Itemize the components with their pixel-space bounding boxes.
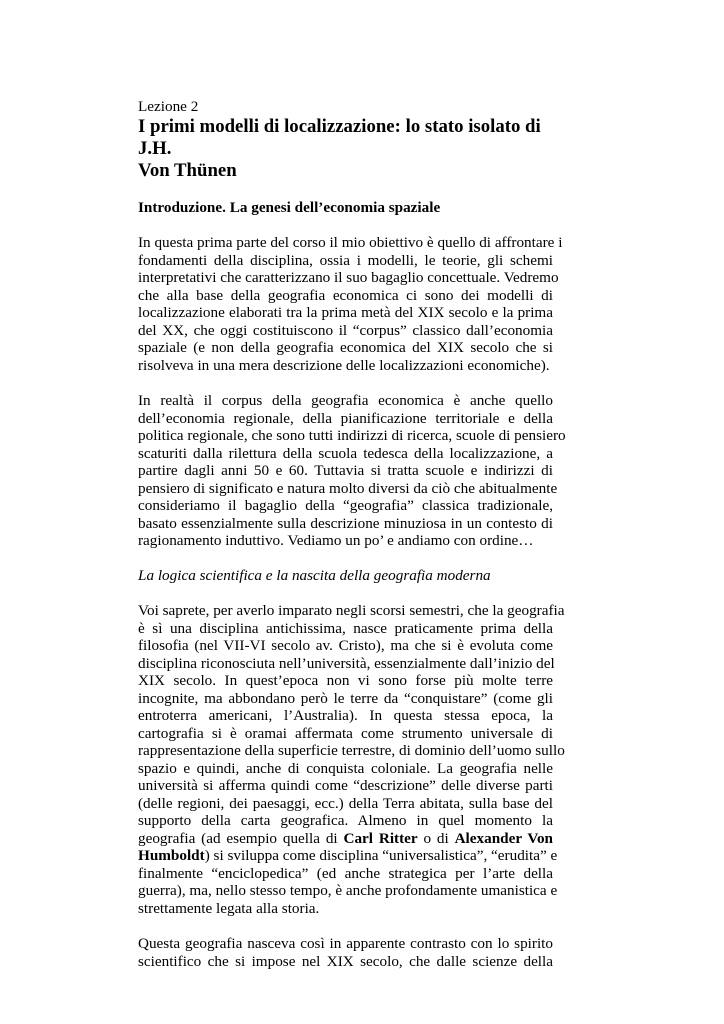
- text-line: è sì una disciplina antichissima, nasce praticamente prima della: [138, 619, 553, 637]
- document-page: [138, 98, 566, 970]
- text-line: spaziale (e non della geografia economica del XIX secolo che si: [138, 339, 553, 356]
- text-line: XIX secolo. In quest’epoca non vi sono forse più molte terre: [138, 672, 553, 689]
- lesson-label: Lezione 2: [138, 98, 199, 115]
- text-line: strettamente legata alla storia.: [138, 899, 320, 917]
- text-line: che alla base della geografia economica ci sono dei modelli di: [138, 286, 553, 304]
- text-line: Voi saprete, per averlo imparato negli scorsi semestri, che la geografia: [138, 602, 565, 619]
- text-line: rappresentazione della superficie terrestre, di dominio dell’uomo sullo: [138, 742, 565, 759]
- text-line: dell’economia regionale, della pianificazione territoriale e della: [138, 409, 553, 427]
- text-line: scientifico che si impose nel XIX secolo, che dalle scienze della: [138, 952, 553, 970]
- text-line: consideriamo il bagaglio della “geografia” classica tradizionale,: [138, 497, 553, 514]
- text-line: scaturiti dalla rilettura della scuola tedesca della localizzazione, a: [138, 444, 553, 462]
- text-line: entroterra americani, l’Australia). In questa stessa epoca, la: [138, 707, 553, 724]
- section-2-paragraph-2: [138, 935, 553, 970]
- text-line: (delle regioni, dei paesaggi, ecc.) della Terra abitata, sulla base del: [138, 794, 553, 812]
- text-line: cartografia si è oramai affermata come strumento universale di: [138, 724, 553, 742]
- text-line: fondamenti della disciplina, ossia i modelli, le teorie, gli schemi: [138, 251, 553, 269]
- text-line-humboldt: [138, 847, 558, 865]
- intro-paragraph-1: [138, 234, 563, 374]
- page-title: [138, 116, 553, 182]
- text-line: finalmente “enciclopedica” (ed anche strategica per l’arte della: [138, 864, 553, 882]
- section-2-paragraph-1: [138, 602, 565, 917]
- text-line: risolveva in una mera descrizione delle localizzazioni economiche).: [138, 356, 550, 374]
- text-line: In realtà il corpus della geografia economica è anche quello: [138, 392, 553, 409]
- title-line-1: I primi modelli di localizzazione: lo stato isolato di J.H.: [138, 115, 541, 159]
- text-fragment: geografia (ad esempio quella di: [138, 829, 338, 847]
- text-line: Questa geografia nasceva così in apparente contrasto con lo spirito: [138, 935, 553, 952]
- intro-paragraph-2: [138, 392, 566, 550]
- text-line: In questa prima parte del corso il mio obiettivo è quello di affrontare i: [138, 234, 563, 251]
- text-line: partire dagli anni 50 e 60. Tuttavia si tratta scuole e indirizzi di: [138, 462, 553, 479]
- name-alexander-von: Alexander Von: [454, 829, 553, 847]
- text-line: incognite, ma abbondano però le terre da “conquistare” (come gli: [138, 689, 553, 707]
- text-line: interpretativi che caratterizzano il suo bagaglio concettuale. Vedremo: [138, 269, 559, 286]
- text-line: supporto della carta geografica. Almeno in quel momento la: [138, 812, 553, 829]
- text-line: pensiero di significato e natura molto diversi da ciò che abitualmente: [138, 479, 558, 497]
- text-line: basato essenzialmente sulla descrizione minuziosa in un contesto di: [138, 514, 553, 532]
- text-line: spazio e quindi, anche di conquista coloniale. La geografia nelle: [138, 759, 553, 777]
- text-line-ritter: [138, 830, 553, 848]
- text-line: filosofia (nel VII-VI secolo av. Cristo), ma che si è evoluta come: [138, 637, 553, 654]
- text-fragment: o di: [423, 829, 449, 847]
- name-humboldt: Humboldt: [138, 847, 205, 864]
- section-2-heading: La logica scientifica e la nascita della geografia moderna: [138, 566, 491, 584]
- text-line: politica regionale, che sono tutti indirizzi di ricerca, scuole di pensiero: [138, 427, 566, 444]
- text-line: università si afferma quindi come “descrizione” delle diverse parti: [138, 777, 553, 794]
- text-fragment: ) si sviluppa come disciplina “universalistica”, “erudita” e: [204, 847, 558, 864]
- intro-heading: Introduzione. La genesi dell’economia spaziale: [138, 198, 441, 216]
- text-line: del XX, che oggi costituiscono il “corpus” classico dall’economia: [138, 321, 553, 339]
- text-line: localizzazione elaborati tra la prima metà del XIX secolo e la prima: [138, 304, 553, 321]
- text-line: disciplina riconosciuta nell’università, essenzialmente dall’inizio del: [138, 654, 555, 672]
- title-line-2: Von Thünen: [138, 159, 237, 181]
- name-carl-ritter: Carl Ritter: [343, 829, 418, 847]
- text-line: guerra), ma, nello stesso tempo, è anche profondamente umanistica e: [138, 882, 558, 899]
- text-line: ragionamento induttivo. Vediamo un po’ e andiamo con ordine…: [138, 532, 534, 549]
